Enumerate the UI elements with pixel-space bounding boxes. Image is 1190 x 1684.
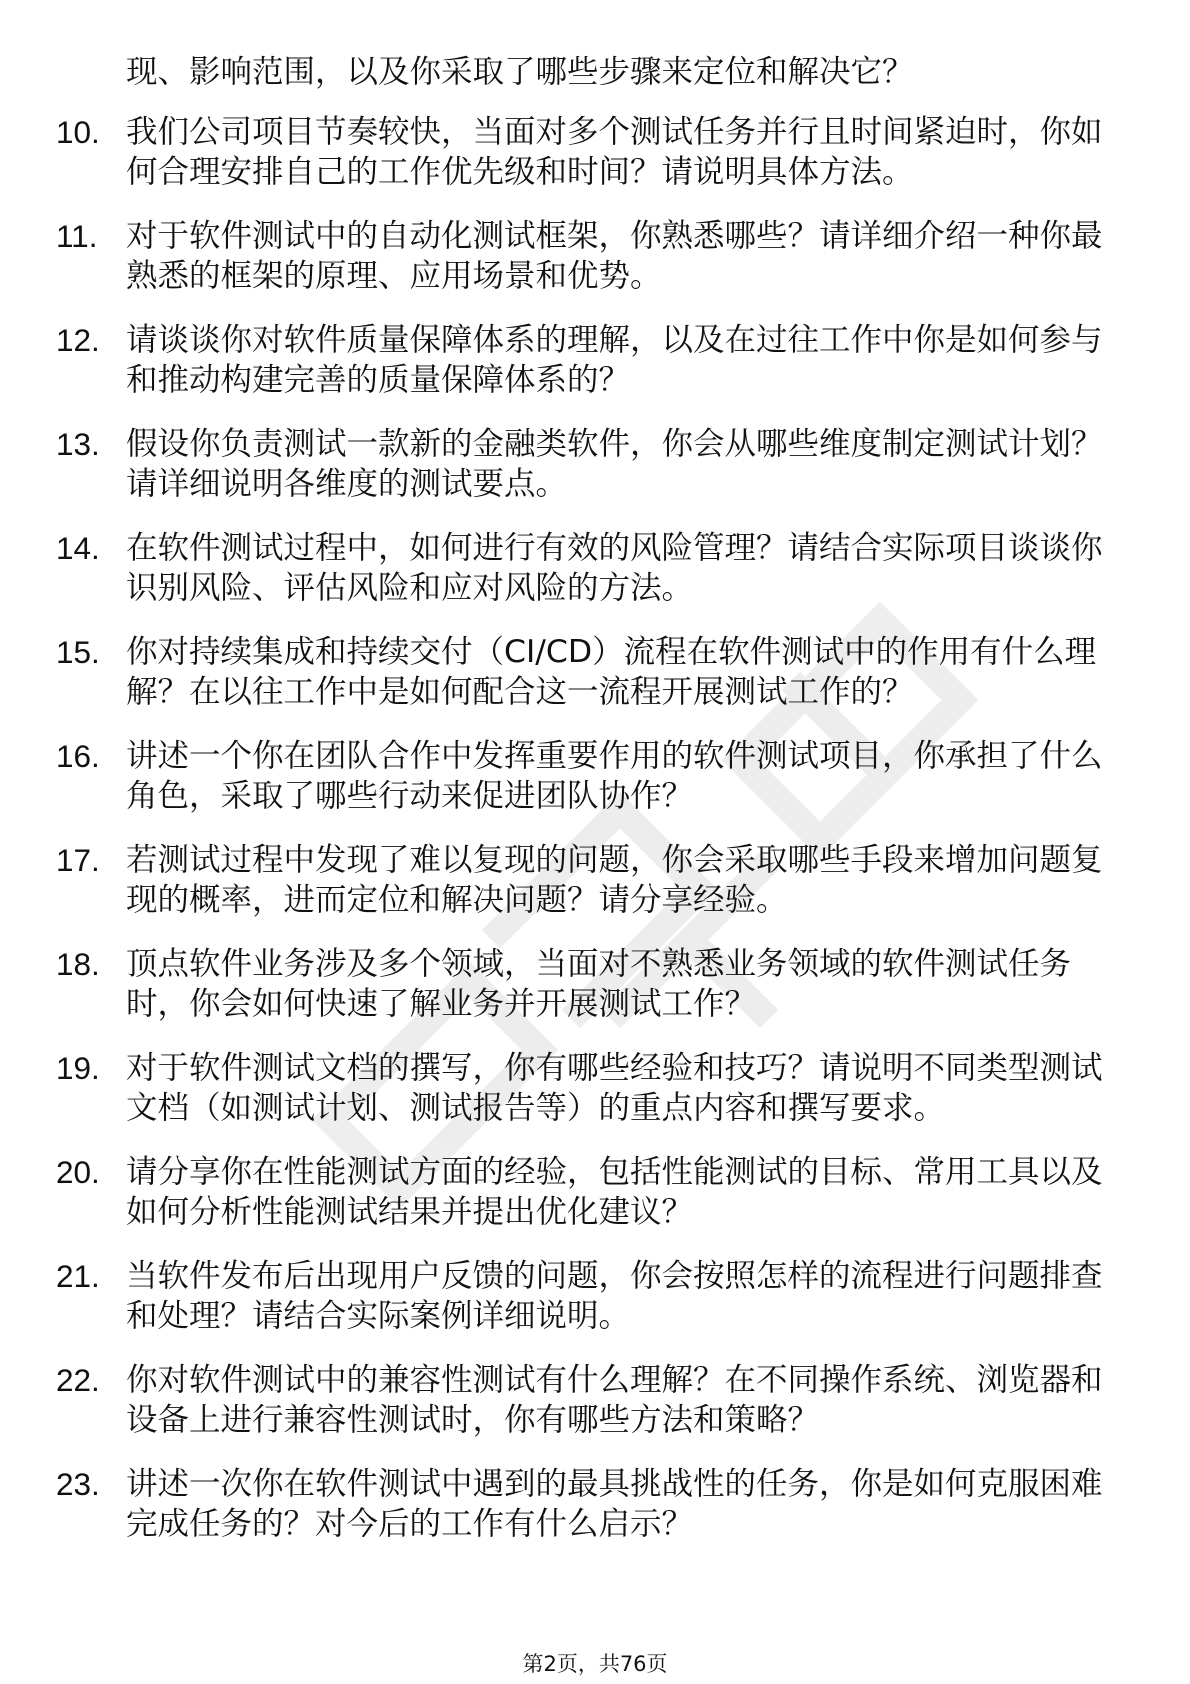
- question-text: 我们公司项目节奏较快，当面对多个测试任务并行且时间紧迫时，你如何合理安排自己的工作优先级和时间？请说明具体方法。: [126, 114, 1103, 190]
- list-item: [0, 320, 1190, 400]
- question-text: 你对软件测试中的兼容性测试有什么理解？在不同操作系统、浏览器和设备上进行兼容性测试时，你有哪些方法和策略？: [126, 1362, 1103, 1438]
- page-footer: 第2页，共76页: [522, 1652, 668, 1676]
- list-item: [0, 112, 1190, 192]
- question-text: 在软件测试过程中，如何进行有效的风险管理？请结合实际项目谈谈你识别风险、评估风险和应对风险的方法。: [126, 530, 1103, 606]
- question-number: 12.: [56, 322, 100, 358]
- question-text: 顶点软件业务涉及多个领域，当面对不熟悉业务领域的软件测试任务时，你会如何快速了解业务并开展测试工作？: [126, 946, 1072, 1022]
- question-number: 20.: [56, 1154, 100, 1190]
- question-text: 你对持续集成和持续交付（CI/CD）流程在软件测试中的作用有什么理解？在以往工作中是如何配合这一流程开展测试工作的？: [126, 634, 1097, 710]
- question-text: 讲述一次你在软件测试中遇到的最具挑战性的任务，你是如何克服困难完成任务的？对今后的工作有什么启示？: [126, 1466, 1103, 1542]
- question-number: 15.: [56, 634, 100, 670]
- question-text: 请谈谈你对软件质量保障体系的理解，以及在过往工作中你是如何参与和推动构建完善的质量保障体系的？: [126, 322, 1103, 398]
- list-item: [0, 1152, 1190, 1232]
- question-number: 19.: [56, 1050, 100, 1086]
- question-text: 当软件发布后出现用户反馈的问题，你会按照怎样的流程进行问题排查和处理？请结合实际案例详细说明。: [126, 1258, 1103, 1334]
- question-text: 讲述一个你在团队合作中发挥重要作用的软件测试项目，你承担了什么角色，采取了哪些行动来促进团队协作？: [126, 738, 1103, 814]
- list-item: [0, 944, 1190, 1024]
- question-number: 10.: [56, 114, 100, 150]
- list-item: [0, 216, 1190, 296]
- list-item: [0, 632, 1190, 712]
- question-number: 21.: [56, 1258, 100, 1294]
- list-item: [0, 424, 1190, 504]
- question-number: 13.: [56, 426, 100, 462]
- question-number: 17.: [56, 842, 100, 878]
- question-number: 16.: [56, 738, 100, 774]
- list-item: [0, 1256, 1190, 1336]
- question-number: 22.: [56, 1362, 100, 1398]
- question-list: [0, 112, 1190, 1568]
- list-item: [0, 1464, 1190, 1544]
- list-item: [0, 1360, 1190, 1440]
- continuation-text: 现、影响范围，以及你采取了哪些步骤来定位和解决它？: [126, 54, 914, 90]
- list-item: [0, 528, 1190, 608]
- question-number: 23.: [56, 1466, 100, 1502]
- question-number: 11.: [56, 218, 98, 254]
- list-item: [0, 736, 1190, 816]
- question-number: 18.: [56, 946, 100, 982]
- question-text: 若测试过程中发现了难以复现的问题，你会采取哪些手段来增加问题复现的概率，进而定位和解决问题？请分享经验。: [126, 842, 1103, 918]
- question-text: 假设你负责测试一款新的金融类软件，你会从哪些维度制定测试计划？请详细说明各维度的测试要点。: [126, 426, 1103, 502]
- question-text: 对于软件测试中的自动化测试框架，你熟悉哪些？请详细介绍一种你最熟悉的框架的原理、应用场景和优势。: [126, 218, 1103, 294]
- question-text: 请分享你在性能测试方面的经验，包括性能测试的目标、常用工具以及如何分析性能测试结果并提出优化建议？: [126, 1154, 1103, 1230]
- list-item: [0, 840, 1190, 920]
- list-item: [0, 1048, 1190, 1128]
- question-text: 对于软件测试文档的撰写，你有哪些经验和技巧？请说明不同类型测试文档（如测试计划、测试报告等）的重点内容和撰写要求。: [126, 1050, 1103, 1126]
- question-number: 14.: [56, 530, 100, 566]
